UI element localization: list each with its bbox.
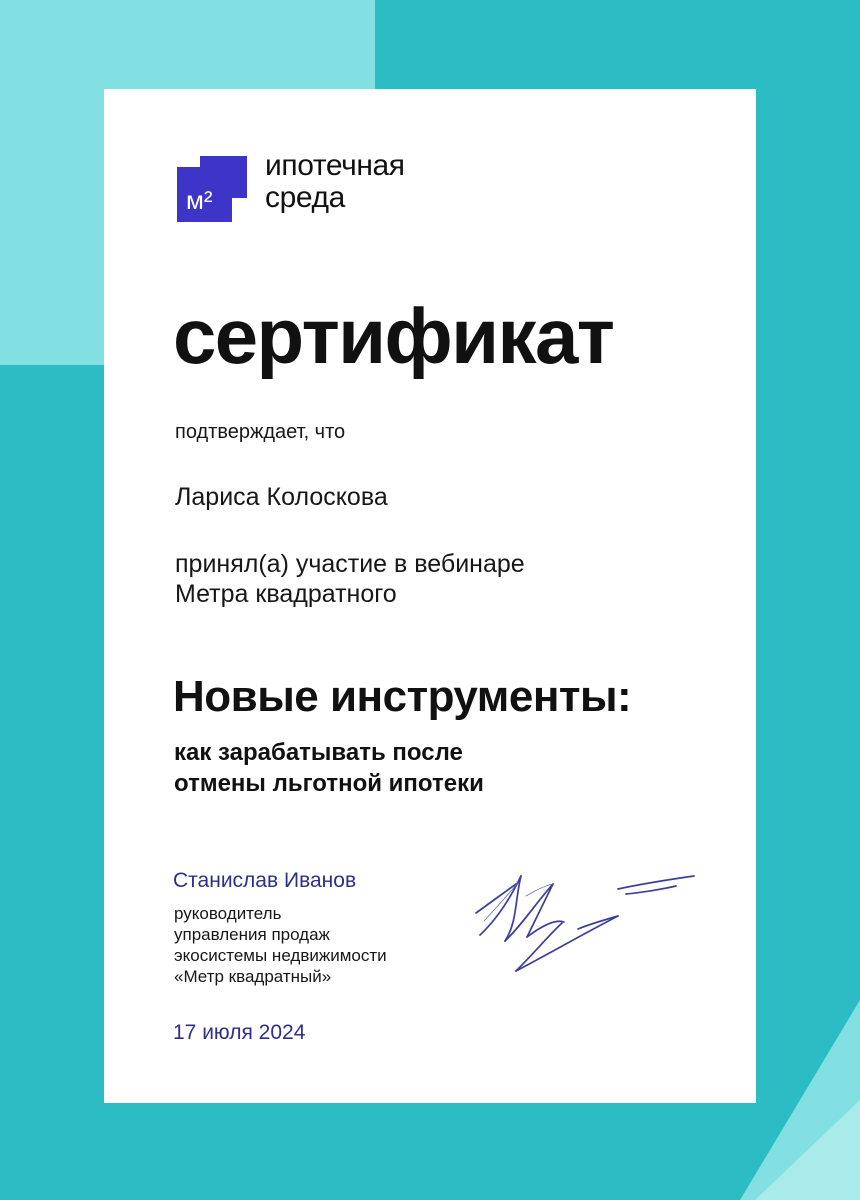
webinar-subtitle-line: как зарабатывать после [174,739,463,766]
webinar-title: Новые инструменты: [173,672,632,721]
signer-role-line: экосистемы недвижимости [174,946,387,965]
svg-text:м²: м² [186,185,213,215]
certificate-date: 17 июля 2024 [173,1021,306,1044]
m-squared-logo-icon [177,156,247,222]
handwritten-signature [468,861,698,981]
signer-role-line: руководитель [174,904,282,923]
signer-role-line: управления продаж [174,925,330,944]
participation-line: принял(а) участие в вебинаре [175,550,525,578]
brand-name-line: ипотечная [265,149,405,182]
certificate-title: сертификат [173,292,614,380]
recipient-name: Лариса Колоскова [175,483,388,511]
signer-role-line: «Метр квадратный» [174,967,332,986]
certificate-sheet [104,89,756,1103]
brand-name-line: среда [265,181,345,214]
signer-name: Станислав Иванов [173,869,357,892]
participation-line: Метра квадратного [175,580,397,608]
brand-name [265,150,405,214]
participation-text [175,549,695,609]
signer-role [174,903,387,987]
confirmation-text: подтверждает, что [175,421,346,443]
brand-header [177,149,467,226]
webinar-subtitle-line: отмены льготной ипотеки [174,770,484,797]
webinar-subtitle [174,737,484,799]
